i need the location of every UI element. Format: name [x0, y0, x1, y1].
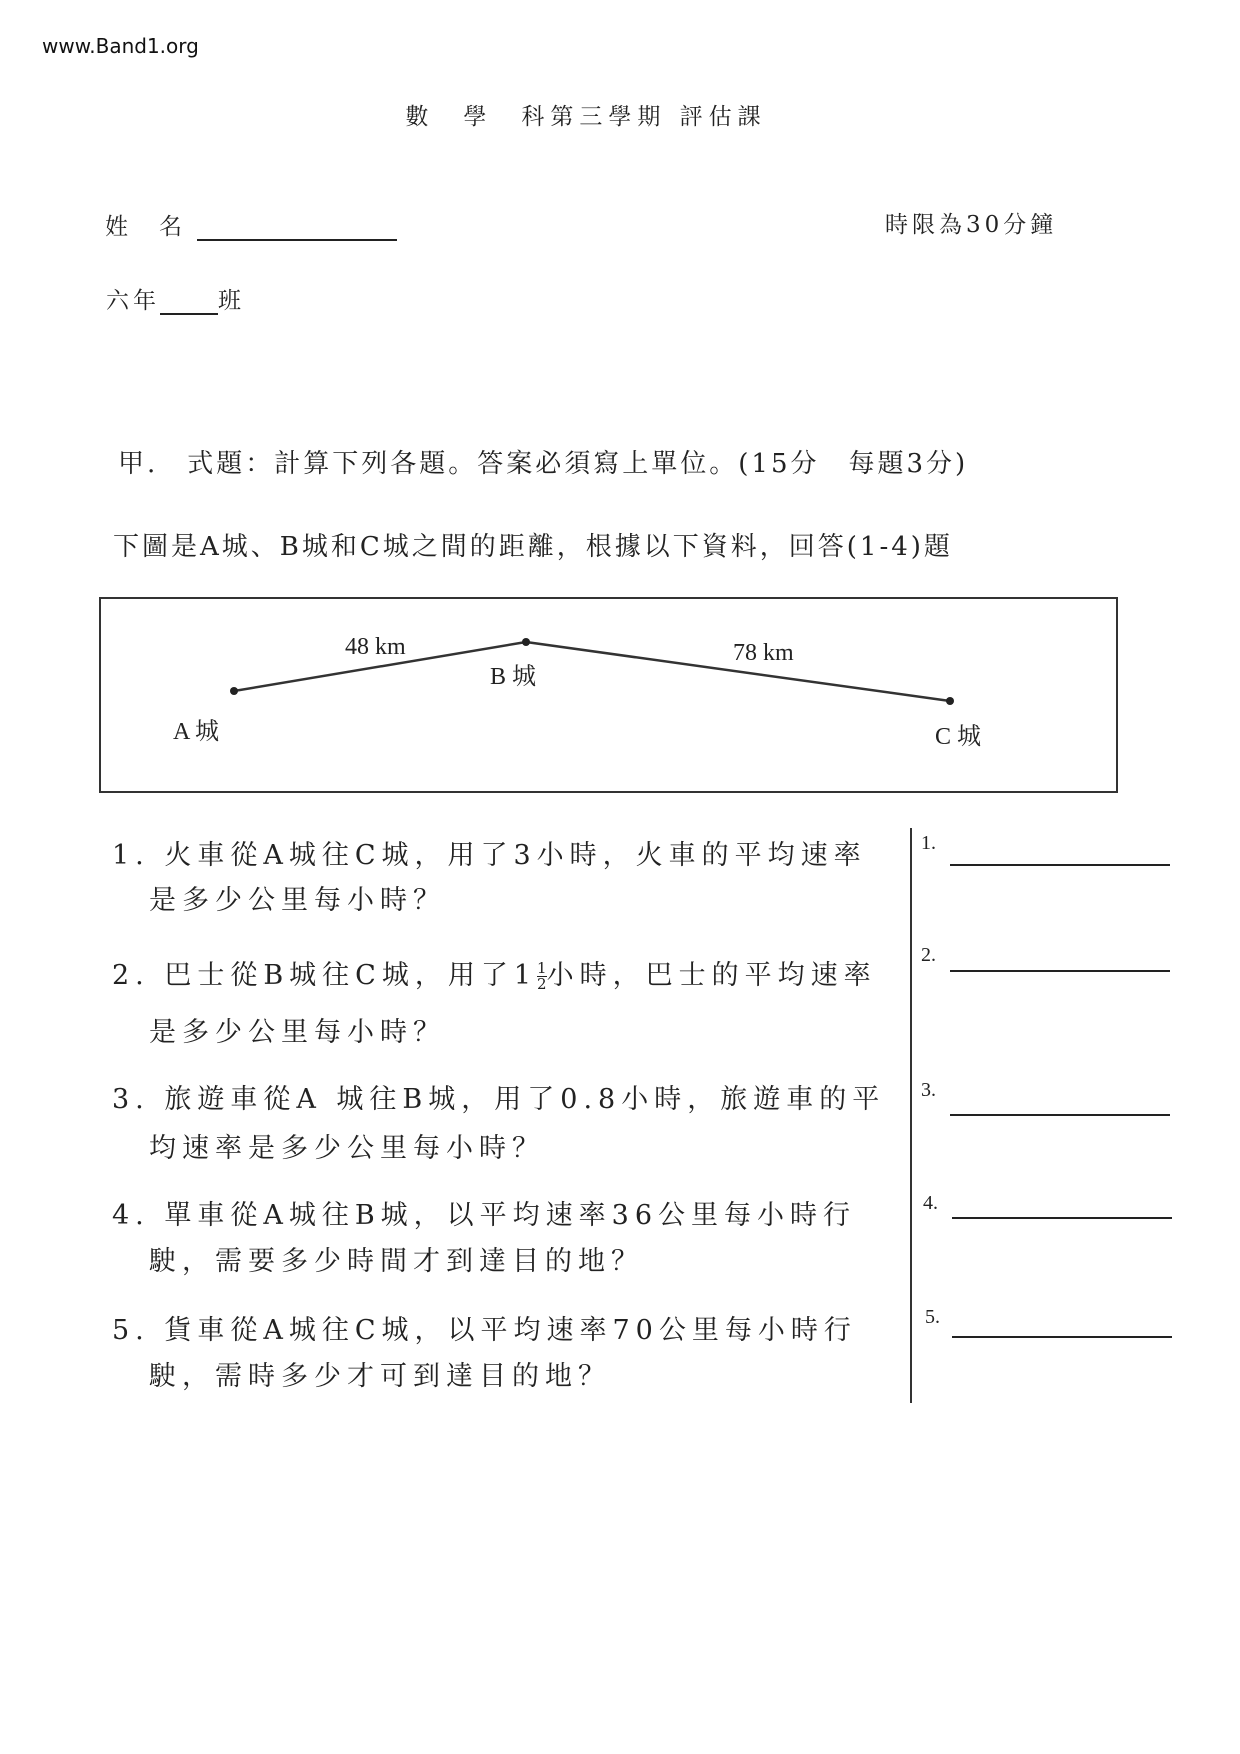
class-suffix: 班: [218, 288, 245, 314]
class-prefix: 六年: [106, 288, 160, 314]
question-4-line2: 駛，需要多少時間才到達目的地？: [149, 1246, 644, 1277]
city-a-label: A 城: [173, 719, 220, 745]
question-1-line1: 1. 火車從A城往C城，用了3小時，火車的平均速率: [112, 840, 867, 871]
question-4-line1: 4. 單車從A城往B城，以平均速率36公里每小時行: [112, 1200, 857, 1231]
fraction-denominator: 2: [537, 975, 547, 993]
answer-1-label: 1.: [921, 832, 936, 854]
fraction: [537, 961, 547, 992]
dist-bc-label: 78 km: [733, 640, 794, 666]
watermark: www.Band1.org: [42, 34, 199, 58]
question-2-line2: 是多少公里每小時？: [149, 1017, 446, 1048]
answer-2-label: 2.: [921, 944, 936, 966]
question-3-line1: 3. 旅遊車從A 城往B城，用了0.8小時，旅遊車的平: [112, 1084, 886, 1115]
answer-3-blank[interactable]: [950, 1114, 1170, 1116]
name-label: 姓 名: [105, 214, 186, 240]
point-a: [230, 687, 238, 695]
point-b: [522, 638, 530, 646]
question-2-text-b: 小時，巴士的平均速率: [546, 960, 877, 991]
page-title: 數 學 科第三學期 評估課: [405, 104, 767, 130]
question-2-line1: [112, 953, 877, 992]
answer-column-divider: [910, 828, 912, 1403]
city-c-label: C 城: [935, 724, 982, 750]
answer-3-label: 3.: [921, 1079, 936, 1101]
question-2-text-a: 2. 巴士從B城往C城，用了1: [112, 960, 538, 991]
answer-4-label: 4.: [923, 1192, 938, 1214]
section-heading: 甲. 式題：計算下列各題。答案必須寫上單位。(15分 每題3分): [118, 449, 969, 479]
answer-2-blank[interactable]: [950, 970, 1170, 972]
question-5-line1: 5. 貨車從A城往C城，以平均速率70公里每小時行: [112, 1315, 857, 1346]
city-b-label: B 城: [490, 664, 537, 690]
answer-4-blank[interactable]: [952, 1217, 1172, 1219]
answer-5-blank[interactable]: [952, 1336, 1172, 1338]
time-limit: 時限為30分鐘: [885, 212, 1058, 238]
fraction-numerator: 1: [537, 959, 547, 977]
question-5-line2: 駛，需時多少才可到達目的地？: [149, 1361, 611, 1392]
answer-1-blank[interactable]: [950, 864, 1170, 866]
question-3-line2: 均速率是多少公里每小時？: [149, 1133, 545, 1164]
question-1-line2: 是多少公里每小時？: [149, 885, 446, 916]
instruction: 下圖是A城、B城和C城之間的距離，根據以下資料，回答(1-4)題: [113, 532, 953, 562]
dist-ab-label: 48 km: [345, 634, 406, 660]
point-c: [946, 697, 954, 705]
answer-5-label: 5.: [925, 1306, 940, 1328]
